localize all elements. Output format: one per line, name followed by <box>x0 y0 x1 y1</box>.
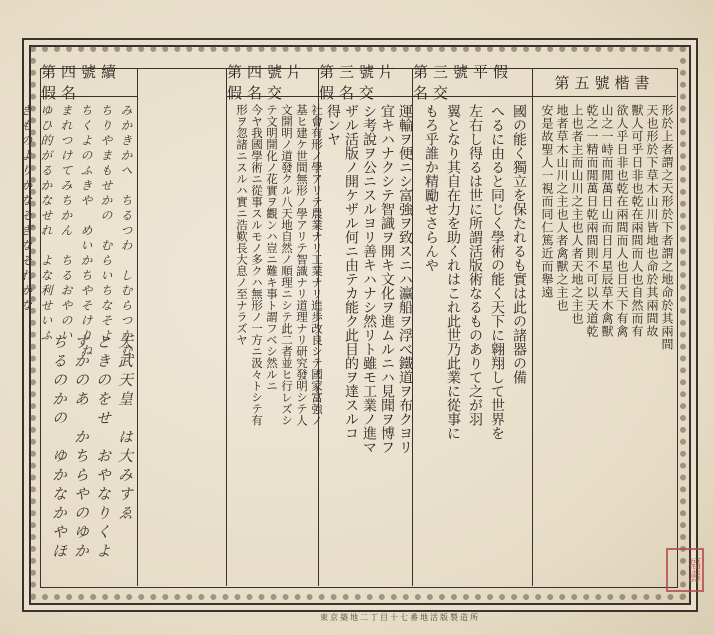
katakana4-column: 今ヤ我國學術ニ從事スルモノ多クハ無形ノ一方ニ汲々トシテ有 <box>250 104 264 426</box>
header-katakana-3: 第三號片假名交 <box>319 68 412 97</box>
cursive-column: 天武天皇 は大みすゑ <box>116 334 134 524</box>
cursive-column: きものよりかなそぎなそれかな <box>19 104 33 314</box>
katakana4-column: テ文明開化ノ花實ヲ觀ンハ豈ニ難キ事ト謂フベシ然ルニ <box>265 104 279 392</box>
header-kaisho: 第五號楷書 <box>533 68 676 97</box>
cursive-column: ゆひ的がるかなせれ よな利せいふ <box>39 104 53 344</box>
kaisho-column: 天也形於下草木山川皆地也命於其兩間故 <box>645 104 659 338</box>
printer-imprint: 東京築地二丁目十七番地活版製造所 <box>320 613 480 622</box>
katakana3-column: ザル活版ノ開ケザル何ニ由テカ能ク此目的ヲ達スルコ <box>343 104 359 440</box>
header-cursive-4: 第四號續假名 <box>41 68 137 97</box>
header-hiragana-3: 第三號平假名交 <box>413 68 532 97</box>
hiragana-column: 翼となり其自在力を助くれはこれ此世乃此業に從事に <box>445 104 461 440</box>
kaisho-column: 安是故聖人一視而同仁篤近而舉遠 <box>540 104 554 299</box>
header-katakana-4: 第四號片假名交 <box>227 68 318 97</box>
katakana4-text-block <box>232 104 324 574</box>
katakana4-column: 形ヲ忽諸ニスルハ實ニ浩歎長大息ノ至ナラズヤ <box>235 104 249 346</box>
kaisho-column: 上也者主而山川之主也人者天地之主也 <box>570 104 584 325</box>
cursive-column: ちくよのふきや めいかちやそけりね <box>79 104 93 359</box>
column-divider <box>532 68 533 586</box>
seal-stamp: 福壽 <box>666 548 704 592</box>
katakana3-text-block <box>324 104 414 574</box>
hiragana-column: もろ乎誰か精勵せさらんや <box>423 104 439 272</box>
cursive-column: ちりやまもせかの むらいちなそよ <box>99 104 113 344</box>
cursive-column: ときのをせ おやなりくよ <box>94 334 112 562</box>
column-divider <box>137 68 138 586</box>
katakana4-column: 文開明ノ道發クル八天地自然ノ順理ニシテ此二者並ヒ行レズシ <box>280 104 294 426</box>
katakana4-column: 基ヒ建ケ世間無形ノ學アリテ智識ナリ道理ナリ研究發明シテ人 <box>295 104 309 426</box>
katakana3-column: 運輸ヲ便ニシ富強ヲ致スニハ瀛船ヲ浮べ鐵道ヲ布クヨリ <box>397 104 413 454</box>
kaisho-column: 獸人可乎日非也乾在兩間而人也自然而有 <box>630 104 644 338</box>
hiragana-text-block <box>418 104 530 574</box>
cursive-column: ちるのかの ゆかなかやほ <box>50 334 68 562</box>
hiragana-column: 國の能く獨立を保たれるも實は此の諸器の備 <box>511 104 527 384</box>
cursive-column: まれつけてみちかん ちるおやのい <box>59 104 73 344</box>
cursive-text-block-bottom <box>50 334 136 574</box>
cursive-text-block-top <box>19 104 136 359</box>
hiragana-column: へるに由ると同じく學術の能く天下に翱翔して世界を <box>489 104 505 440</box>
kaisho-column: 形於上者謂之天形於下者謂之地命於其兩間 <box>660 104 674 351</box>
katakana3-column: シ考說ヲ公ニスルヨリ善キハナシ然リト雖モ工業ノ進マ <box>361 104 377 454</box>
cursive-column: すかのあ かちらやのゆか <box>72 334 90 562</box>
kaisho-text-block <box>540 104 674 574</box>
column-divider <box>226 68 227 586</box>
hiragana-column: 左右し得るは世に所謂活版術なるものありて之が羽 <box>467 104 483 426</box>
kaisho-column: 乾之一精而閒萬日乾兩間則不可以天道乾 <box>585 104 599 338</box>
cursive-column: みかきかへ ちるつわ しむらつかむ <box>119 104 133 359</box>
katakana3-column: 宜キハナクシテ智識ヲ開キ文化ヲ進ムルニハ見聞ヲ博フ <box>379 104 395 454</box>
kaisho-column: 欲人乎日非也乾在兩間而人也日天下有禽 <box>615 104 629 338</box>
kaisho-column: 山之一峙而閒萬日山而日月星辰草木禽獸 <box>600 104 614 338</box>
katakana3-column: 得ンヤ <box>325 104 341 146</box>
katakana4-column: 社會有形ノ學アリテ農業ナリ工業ナリ進歩改良シテ國家富強ノ <box>310 104 324 426</box>
kaisho-column: 地者草木山川之主也人者禽獸之主也 <box>555 104 569 312</box>
